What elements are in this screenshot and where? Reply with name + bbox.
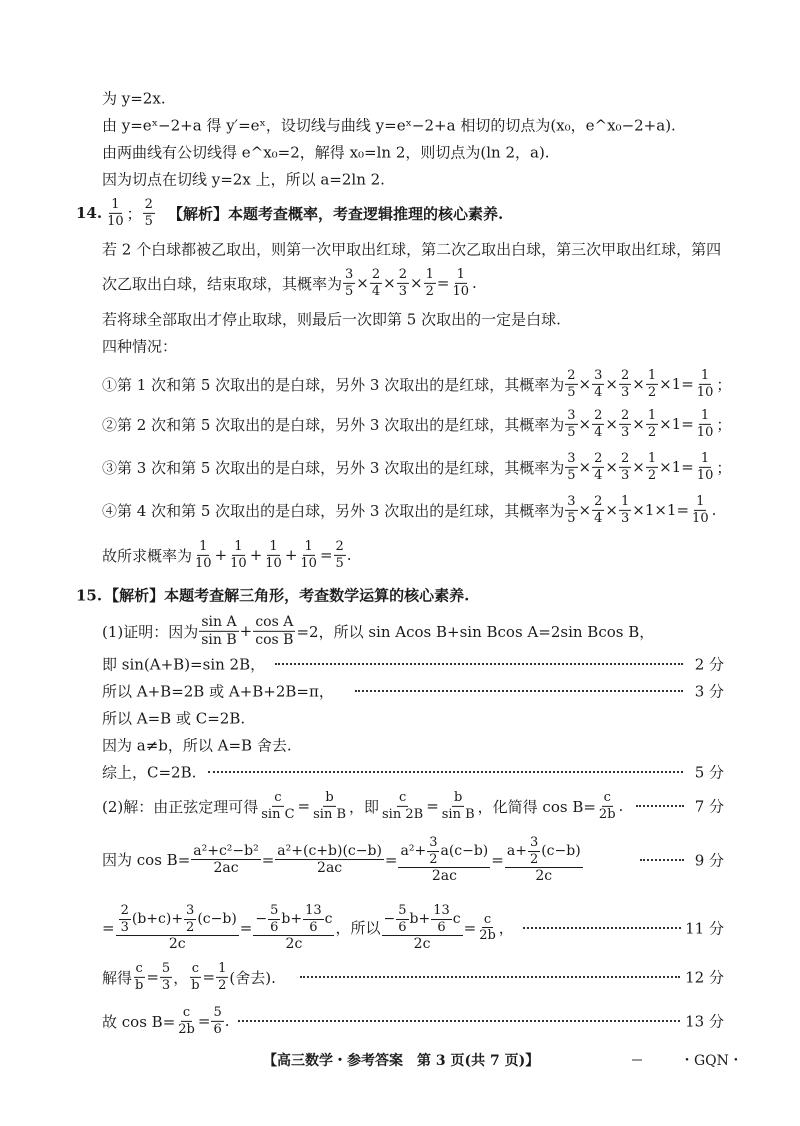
fraction: $\frac{1}{10}$ bbox=[107, 196, 124, 229]
q14-answer-line: 14. $\frac{1}{10}$ ； $\frac{2}{5}$ 【解析】本题考查概率，考查逻辑推理的核心素养. bbox=[76, 196, 504, 229]
footer-code: ・GQN・ bbox=[680, 1053, 743, 1069]
score: 3 分 bbox=[694, 682, 724, 701]
score: 2 分 bbox=[694, 655, 724, 674]
score: 9 分 bbox=[694, 851, 724, 870]
text-line: 次乙取出白球，结束取球，其概率为 $\frac{3}{5}$ × $\frac{2}{4}$ × $\frac{2}{3}$ × $\frac{1}{2}$ = $\frac{1}{10}$ . bbox=[102, 266, 477, 299]
leader-dots bbox=[355, 690, 683, 692]
leader-dots bbox=[300, 976, 680, 978]
case-line: ①第 1 次和第 5 次取出的是白球，另外 3 次取出的是红球，其概率为 $\frac{2}{5}$ × $\frac{3}{4}$ × $\frac{2}{3}$ × $\frac{1}{2}$ ×1= $\frac{1}{10}$ ； bbox=[102, 367, 732, 400]
scored-line: 综上，C=2B. 5 分 bbox=[102, 763, 724, 782]
text-line: 由两曲线有公切线得 e^x₀=2，解得 x₀=ln 2，则切点为(ln 2，a). bbox=[102, 143, 550, 162]
score: 12 分 bbox=[685, 968, 724, 987]
question-number: 14. bbox=[76, 204, 103, 222]
conclusion-line: 故所求概率为 $\frac{1}{10}$ + $\frac{1}{10}$ + $\frac{1}{10}$ + $\frac{1}{10}$ = $\frac{2}{5}$ . bbox=[102, 538, 352, 571]
leader-dots bbox=[523, 927, 681, 929]
scored-line: 解得 $\frac{c}{b}$ = $\frac{5}{3}$ ， $\frac{c}{b}$ = $\frac{1}{2}$ (舍去). 12 分 bbox=[102, 960, 724, 993]
fraction: $\frac{2}{5}$ bbox=[144, 196, 153, 229]
score: 5 分 bbox=[694, 763, 724, 782]
leader-dots bbox=[640, 859, 684, 861]
scored-line: = $\frac{2}{3}$ (b+c)+ $\frac{3}{2}$ (c−b) 2c = − $\frac{5}{6}$ b+ $\frac{13}{6}$ c 2c ，所以 − $\frac{5}{6}$ b+ $\frac{13}{6}$ c 2c = $\frac{c}{2b}$ ， 11 分 bbox=[102, 903, 724, 953]
leader-dots bbox=[636, 805, 684, 807]
text-line: 四种情况： bbox=[102, 337, 178, 356]
leader-dots bbox=[238, 1020, 680, 1022]
text-line: (1)证明：因为 $\frac{\text{sin A}}{\text{sin B}}$ + $\frac{\text{cos A}}{\text{cos B}}$ =2，所以 sin Acos B+sin Bcos A=2sin Bcos B， bbox=[102, 613, 655, 648]
text-line: 由 y=eˣ−2+a 得 y′=eˣ，设切线与曲线 y=eˣ−2+a 相切的切点为(x₀，e^x₀−2+a). bbox=[102, 116, 676, 135]
analysis-header: 【解析】本题考查概率，考查逻辑推理的核心素养. bbox=[167, 204, 504, 223]
text-line: 因为 a≠b，所以 A=B 舍去. bbox=[102, 736, 292, 755]
case-line: ④第 4 次和第 5 次取出的是白球，另外 3 次取出的是红球，其概率为 $\frac{3}{5}$ × $\frac{2}{4}$ × $\frac{1}{3}$ ×1×1= $\frac{1}{10}$ . bbox=[102, 493, 717, 526]
text-line: 因为切点在切线 y=2x 上，所以 a=2ln 2. bbox=[102, 170, 385, 189]
case-line: ②第 2 次和第 5 次取出的是白球，另外 3 次取出的是红球，其概率为 $\frac{3}{5}$ × $\frac{2}{4}$ × $\frac{2}{3}$ × $\frac{1}{2}$ ×1= $\frac{1}{10}$ ； bbox=[102, 407, 732, 440]
score: 7 分 bbox=[694, 797, 724, 816]
score: 13 分 bbox=[685, 1012, 724, 1031]
text-line: 为 y=2x. bbox=[102, 89, 166, 108]
scored-line: 因为 cos B= $\frac{\text{a²+c²−b²}}{2ac}$ = $\frac{\text{a²+(c+b)(c−b)}}{2ac}$ = a²+ $\frac{3}{2}$ a(c−b) 2ac = a+ $\frac{3}{2}$ (c−b) 2c 9 分 bbox=[102, 835, 724, 885]
text-line: 所以 A=B 或 C=2B. bbox=[102, 709, 246, 728]
question-number: 15. bbox=[76, 586, 103, 604]
page-footer bbox=[0, 1053, 800, 1069]
text-line: 若 2 个白球都被乙取出，则第一次甲取出红球，第二次乙取出白球，第三次甲取出红球，第四 bbox=[102, 240, 722, 259]
analysis-header: 【解析】本题考查解三角形，考查数学运算的核心素养. bbox=[104, 586, 470, 605]
leader-dots bbox=[208, 771, 683, 773]
scored-line: 故 cos B= $\frac{c}{2b}$ = $\frac{5}{6}$ . 13 分 bbox=[102, 1004, 724, 1037]
q15-header-line bbox=[0, 586, 800, 605]
scored-line: 所以 A+B=2B 或 A+B+2B=π， 3 分 bbox=[102, 682, 724, 701]
text-line: 若将球全部取出才停止取球，则最后一次即第 5 次取出的一定是白球. bbox=[102, 310, 561, 329]
case-line: ③第 3 次和第 5 次取出的是白球，另外 3 次取出的是红球，其概率为 $\frac{3}{5}$ × $\frac{2}{4}$ × $\frac{2}{3}$ × $\frac{1}{2}$ ×1= $\frac{1}{10}$ ； bbox=[102, 450, 732, 483]
footer-label: 【高三数学・参考答案 第 3 页(共 7 页)】 bbox=[263, 1053, 540, 1069]
scored-line: (2)解：由正弦定理可得 $\frac{c}{\text{sin C}}$ = $\frac{b}{\text{sin B}}$ ，即 $\frac{c}{\sin 2B}$ = $\frac{b}{\text{sin B}}$ ，化简得 cos B= $\frac{c}{2b}$ . 7 分 bbox=[102, 789, 724, 822]
leader-dots bbox=[275, 663, 683, 665]
scored-line: 即 sin(A+B)=sin 2B， 2 分 bbox=[102, 655, 724, 674]
score: 11 分 bbox=[685, 919, 724, 938]
footer-dash bbox=[632, 1060, 642, 1061]
